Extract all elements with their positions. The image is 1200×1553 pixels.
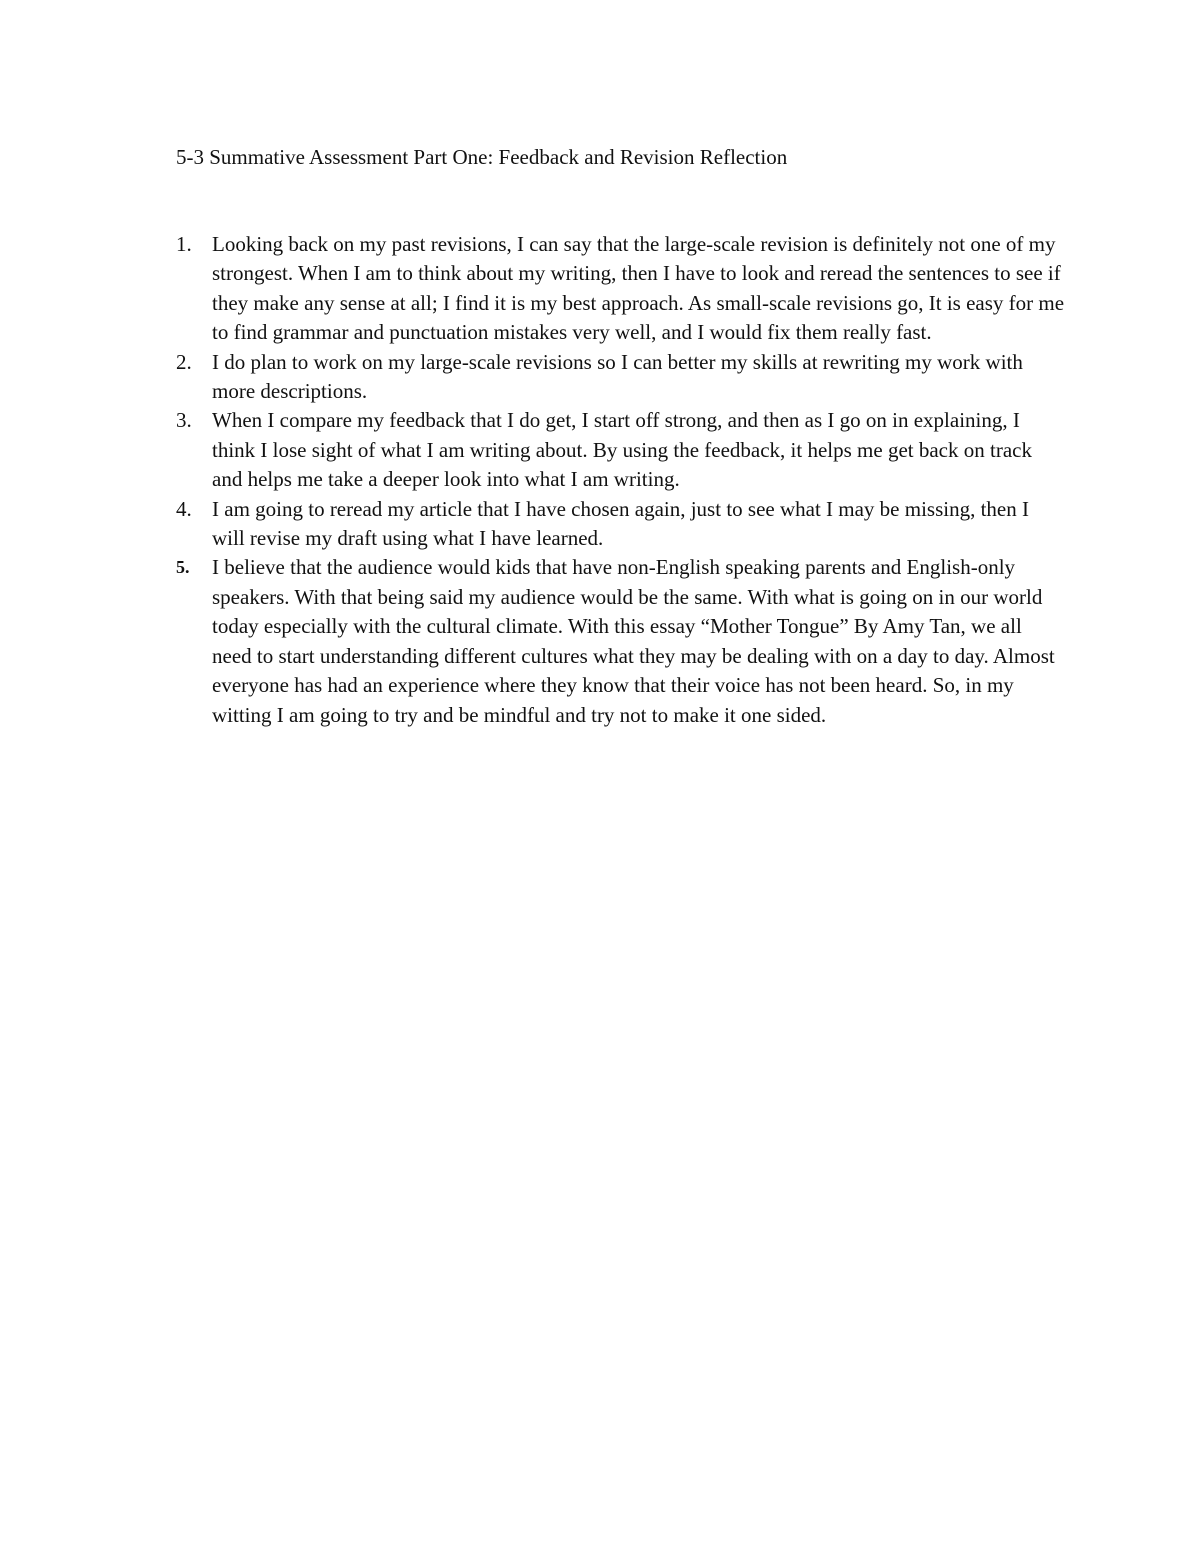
item-text: I do plan to work on my large-scale revisions so I can better my skills at rewriting my work with more descriptions. bbox=[212, 349, 1023, 404]
item-number: 4. bbox=[176, 496, 192, 521]
item-text: I am going to reread my article that I have chosen again, just to see what I may be missing, then I will revise my draft using what I have learned. bbox=[212, 496, 1030, 551]
list-item bbox=[176, 553, 1066, 729]
document-title: 5-3 Summative Assessment Part One: Feedback and Revision Reflection bbox=[176, 145, 788, 169]
item-text: Looking back on my past revisions, I can say that the large-scale revision is definitely not one of my strongest. When I am to think about my writing, then I have to look and reread the sentences to see if they make any sense at all; I find it is my best approach. As small-scale revisions go, It is easy for me to find grammar and punctuation mistakes very well, and I would fix them really fast. bbox=[212, 232, 1065, 345]
item-number: 3. bbox=[176, 408, 192, 433]
answer-list bbox=[176, 230, 1066, 730]
item-number: 5. bbox=[176, 557, 190, 578]
list-item bbox=[176, 230, 1066, 348]
list-item bbox=[176, 348, 1066, 407]
list-item bbox=[176, 406, 1066, 494]
item-number: 2. bbox=[176, 349, 192, 374]
item-text: I believe that the audience would kids that have non-English speaking parents and English-only speakers. With that being said my audience would be the same. With what is going on in our world today especially with the cultural climate. With this essay “Mother Tongue” By Amy Tan, we all need to start understanding different cultures what they may be dealing with on a day to day. Almost everyone has had an experience where they know that their voice has not been heard. So, in my witting I am going to try and be mindful and try not to make it one sided. bbox=[212, 555, 1055, 727]
item-number: 1. bbox=[176, 232, 192, 256]
item-text: When I compare my feedback that I do get, I start off strong, and then as I go on in explaining, I think I lose sight of what I am writing about. By using the feedback, it helps me get back on track and helps me take a deeper look into what I am writing. bbox=[212, 408, 1032, 492]
list-item bbox=[176, 495, 1066, 554]
